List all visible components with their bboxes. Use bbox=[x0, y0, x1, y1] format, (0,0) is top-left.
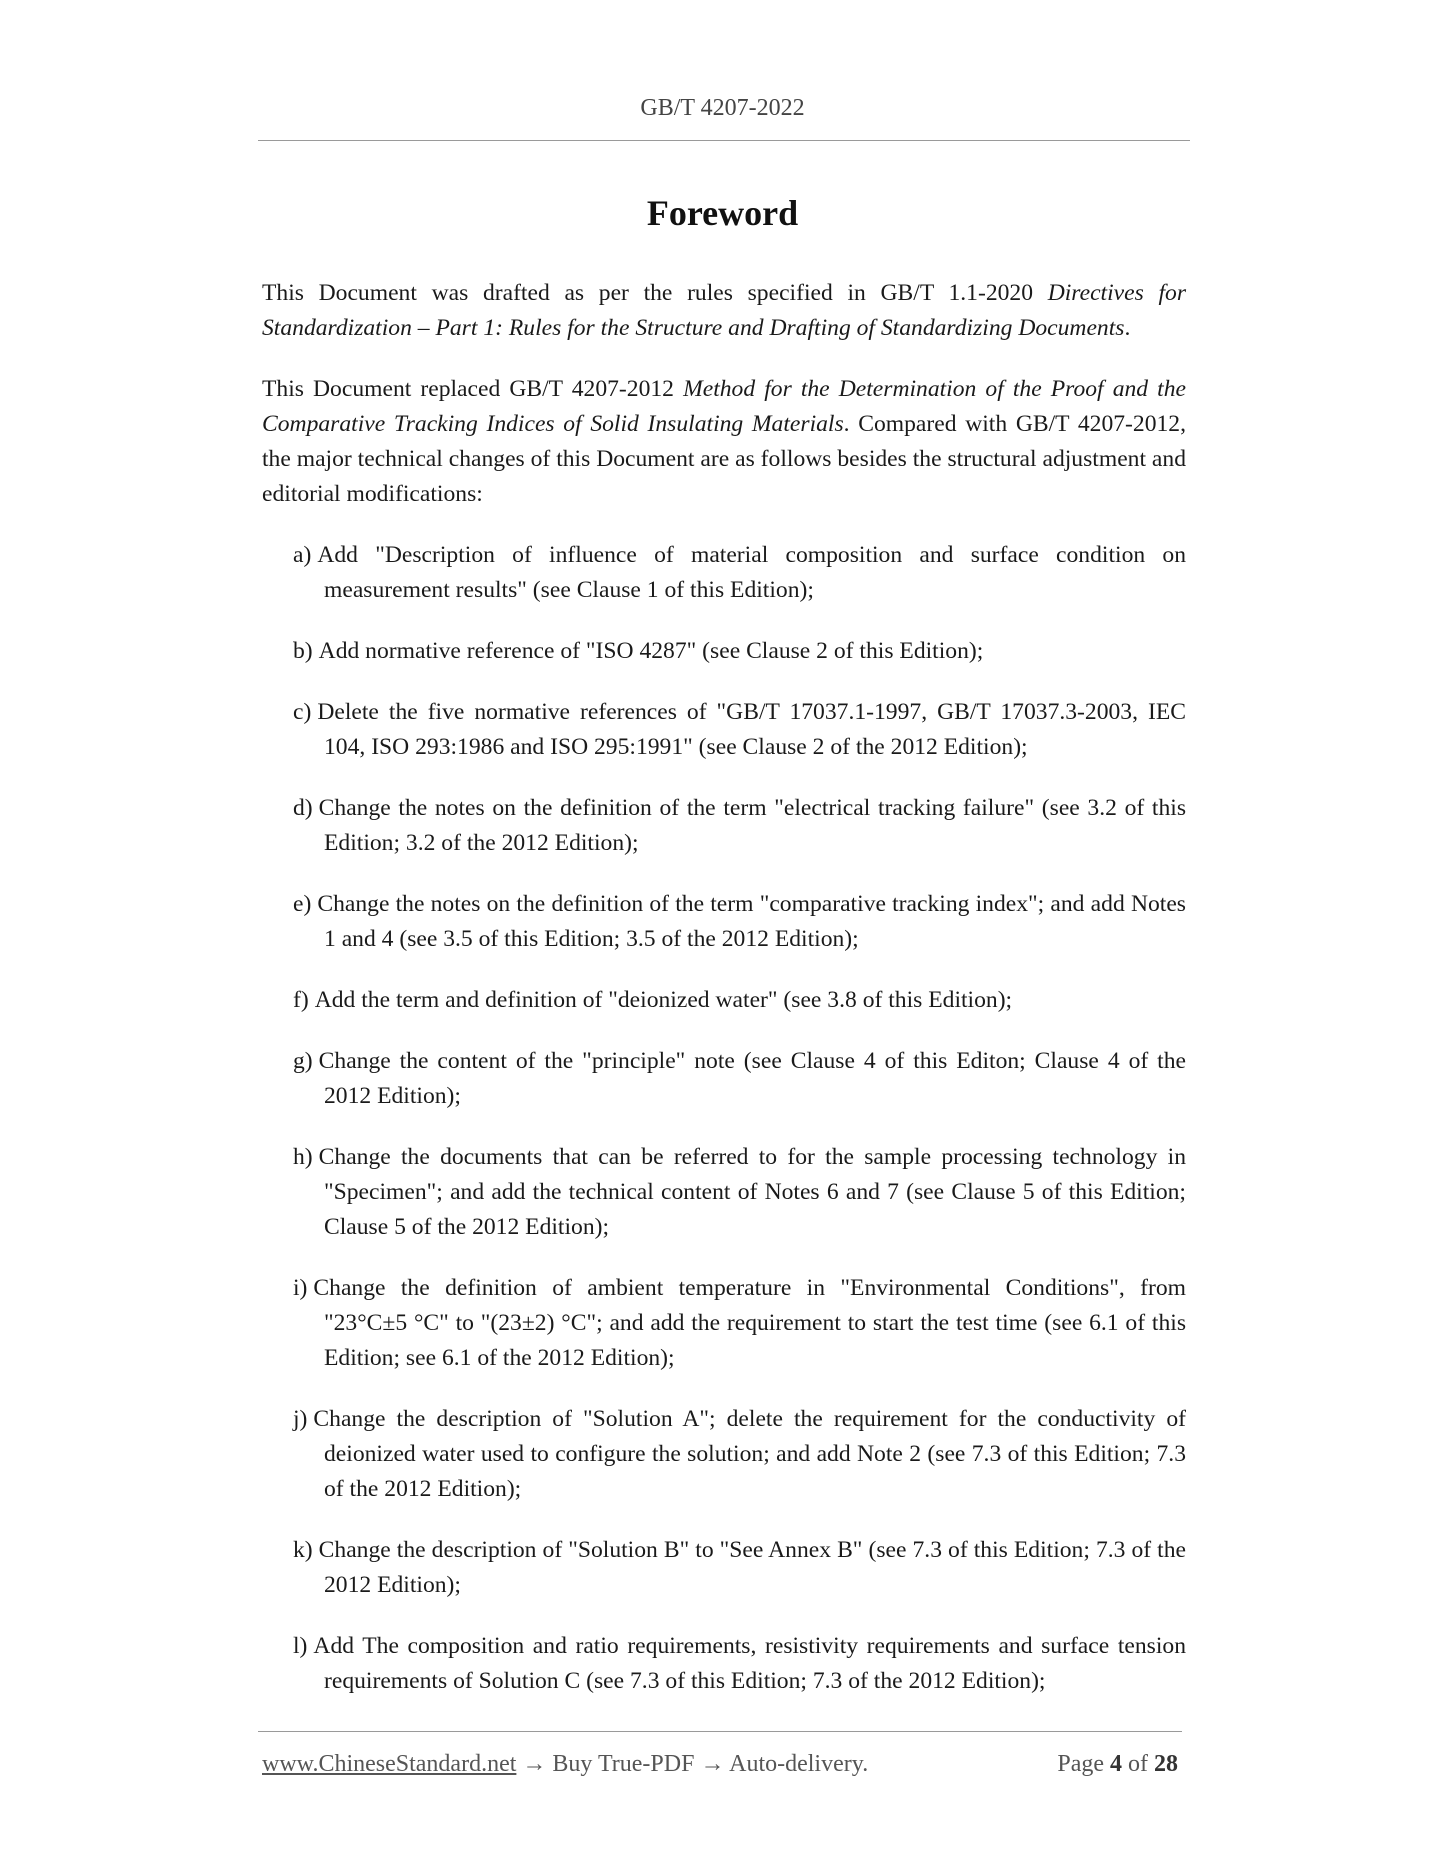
footer-divider bbox=[258, 1731, 1182, 1732]
page-title: Foreword bbox=[646, 193, 799, 233]
list-marker: e) bbox=[293, 891, 312, 917]
list-item bbox=[293, 1402, 1186, 1507]
list-marker: h) bbox=[293, 1144, 313, 1170]
page-indicator: Page 4 of 28 bbox=[1057, 1751, 1178, 1777]
list-item-text: Add the term and definition of "deionized water" (see 3.8 of this Edition); bbox=[314, 987, 1013, 1013]
list-marker: l) bbox=[293, 1633, 308, 1659]
list-marker: b) bbox=[293, 638, 313, 664]
list-item-text: Change the documents that can be referred to for the sample processing technology in "Specimen"; and add the technical content of Notes 6 and 7 (see Clause 5 of this Edition; Clause 5 of the 2012 Edition); bbox=[318, 1144, 1186, 1240]
current-page-number: 4 bbox=[1110, 1751, 1122, 1777]
list-item-text: Change the description of "Solution A"; delete the requirement for the conductivity of deionized water used to configure the solution; and add Note 2 (see 7.3 of this Edition; 7.3 of the 2012 Edition); bbox=[313, 1406, 1186, 1502]
list-item-text: Add The composition and ratio requirements, resistivity requirements and surface tension requirements of Solution C (see 7.3 of this Edition; 7.3 of the 2012 Edition); bbox=[313, 1633, 1186, 1694]
list-marker: a) bbox=[293, 542, 312, 568]
footer-promo bbox=[262, 1751, 868, 1778]
list-marker: i) bbox=[293, 1275, 308, 1301]
list-item bbox=[293, 634, 1186, 669]
list-item bbox=[293, 695, 1186, 765]
foreword-body bbox=[262, 276, 1186, 1725]
list-marker: d) bbox=[293, 795, 313, 821]
website-link[interactable]: www.ChineseStandard.net bbox=[262, 1751, 517, 1777]
list-item-text: Change the notes on the definition of the term "comparative tracking index"; and add Notes 1 and 4 (see 3.5 of this Edition; 3.5 of the 2012 Edition); bbox=[317, 891, 1186, 952]
list-item-text: Add "Description of influence of material composition and surface condition on measurement results" (see Clause 1 of this Edition); bbox=[317, 542, 1186, 603]
list-marker: k) bbox=[293, 1537, 313, 1563]
list-item bbox=[293, 1271, 1186, 1376]
list-item bbox=[293, 538, 1186, 608]
header-divider bbox=[258, 140, 1190, 141]
list-marker: g) bbox=[293, 1048, 313, 1074]
list-marker: j) bbox=[293, 1406, 308, 1432]
paragraph-drafting-rules: This Document was drafted as per the rules specified in GB/T 1.1-2020 Directives for Standardization – Part 1: Rules for the Structure and Drafting of Standardizing Documents. bbox=[262, 280, 1186, 341]
footer-promo-text: → Buy True-PDF → Auto-delivery. bbox=[516, 1751, 869, 1777]
list-item-text: Add normative reference of "ISO 4287" (see Clause 2 of this Edition); bbox=[318, 638, 984, 664]
list-item-text: Change the content of the "principle" note (see Clause 4 of this Editon; Clause 4 of the 2012 Edition); bbox=[318, 1048, 1186, 1109]
list-marker: c) bbox=[293, 699, 312, 725]
document-code-header: GB/T 4207-2022 bbox=[640, 95, 805, 121]
list-item bbox=[293, 887, 1186, 957]
list-item-text: Delete the five normative references of "GB/T 17037.1-1997, GB/T 17037.3-2003, IEC 104, ISO 293:1986 and ISO 295:1991" (see Clause 2 of the 2012 Edition); bbox=[317, 699, 1186, 760]
paragraph-replacement: This Document replaced GB/T 4207-2012 Method for the Determination of the Proof and the Comparative Tracking Indices of Solid Insulating Materials. Compared with GB/T 4207-2012, the major technical changes of this Document are as follows besides the structural adjustment and editorial modifications: bbox=[262, 376, 1186, 507]
list-item bbox=[293, 1629, 1186, 1699]
cited-standard-title: Directives for Standardization – Part 1: Rules for the Structure and Drafting of Standardizing Documents bbox=[262, 280, 1186, 341]
total-pages: 28 bbox=[1154, 1751, 1178, 1777]
list-item-text: Change the definition of ambient temperature in "Environmental Conditions", from "23°C±5 °C" to "(23±2) °C"; and add the requirement to start the test time (see 6.1 of this Edition; see 6.1 of the 2012 Edition); bbox=[313, 1275, 1186, 1371]
list-item bbox=[293, 1140, 1186, 1245]
list-item bbox=[293, 1044, 1186, 1114]
list-item-text: Change the description of "Solution B" to "See Annex B" (see 7.3 of this Edition; 7.3 of the 2012 Edition); bbox=[318, 1537, 1186, 1598]
replaced-standard-title: Method for the Determination of the Proof and the Comparative Tracking Indices of Solid Insulating Materials bbox=[262, 376, 1186, 437]
list-marker: f) bbox=[293, 987, 309, 1013]
list-item bbox=[293, 1533, 1186, 1603]
list-item bbox=[293, 983, 1186, 1018]
list-item-text: Change the notes on the definition of the term "electrical tracking failure" (see 3.2 of this Edition; 3.2 of the 2012 Edition); bbox=[318, 795, 1186, 856]
list-item bbox=[293, 791, 1186, 861]
